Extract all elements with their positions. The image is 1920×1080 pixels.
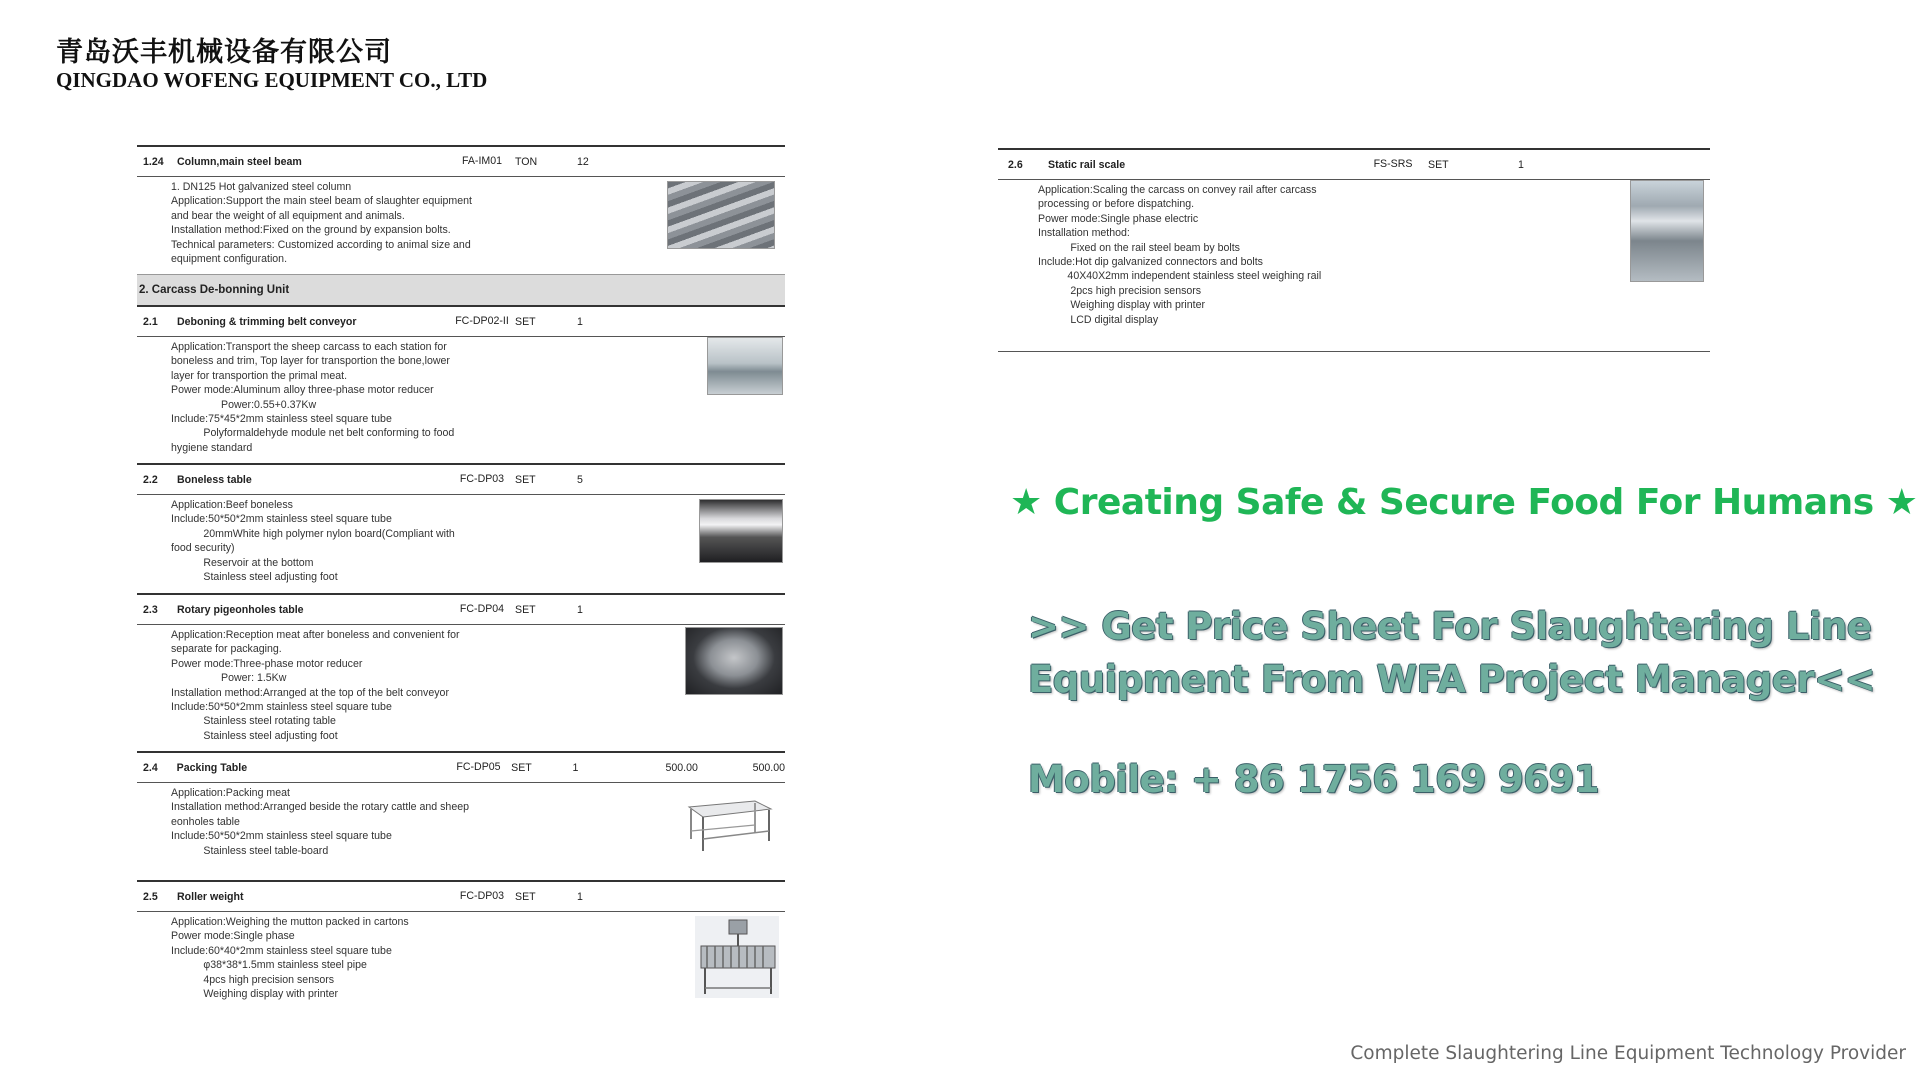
description-line: 40X40X2mm independent stainless steel weighing rail <box>1038 270 1322 283</box>
description-line: Polyformaldehyde module net belt conforming to food <box>171 427 455 440</box>
description-line: Application:Beef boneless <box>171 499 293 511</box>
description-line: and bear the weight of all equipment and animals. <box>171 209 405 222</box>
item-unit: TON <box>515 155 538 168</box>
item-name: Column,main steel beam <box>177 155 302 168</box>
description-line: Stainless steel rotating table <box>171 715 336 728</box>
item-name: Deboning & trimming belt conveyor <box>177 315 357 328</box>
spec-item-description <box>137 495 785 593</box>
description-line: separate for packaging. <box>171 643 282 656</box>
packing-table-photo <box>685 797 773 853</box>
spec-item-header <box>137 751 785 783</box>
item-unit: SET <box>1428 158 1449 171</box>
item-code: FS-SRS <box>1373 158 1413 170</box>
item-code: FA-IM01 <box>461 155 503 167</box>
rail-scale-photo <box>1630 180 1704 282</box>
item-unit: SET <box>515 315 536 328</box>
description-line: Application:Weighing the mutton packed in cartons <box>171 916 409 928</box>
item-unit: SET <box>515 890 536 903</box>
item-number: 2.4 <box>143 761 158 774</box>
item-number: 2.3 <box>143 603 158 616</box>
item-qty: 12 <box>577 155 589 168</box>
item-unit: SET <box>515 603 536 616</box>
description-line: Power: 1.5Kw <box>171 672 287 685</box>
description-line: layer for transportion the primal meat. <box>171 369 348 382</box>
item-unit: SET <box>511 761 532 774</box>
item-number: 2.5 <box>143 890 158 903</box>
description-line: boneless and trim, Top layer for transportion the bone,lower <box>171 355 450 368</box>
description-line: Weighing display with printer <box>1038 299 1206 312</box>
spec-item-header <box>137 463 785 495</box>
description-line: Include:60*40*2mm stainless steel square tube <box>171 944 392 957</box>
rotary-table-photo <box>685 627 783 695</box>
description-line: Installation method:Arranged at the top of the belt conveyor <box>171 686 449 699</box>
description-line: φ38*38*1.5mm stainless steel pipe <box>171 959 367 972</box>
item-name: Static rail scale <box>1048 158 1126 171</box>
item-code: FC-DP03 <box>459 473 505 485</box>
item-code: FC-DP02-II <box>455 315 509 327</box>
item-code: FC-DP05 <box>456 761 501 773</box>
spec-item-header <box>137 880 785 912</box>
description-line: Stainless steel table-board <box>171 844 329 857</box>
description-line: Stainless steel adjusting foot <box>171 729 338 742</box>
item-name: Boneless table <box>177 473 252 486</box>
roller-scale-photo <box>695 916 779 998</box>
spec-item-header <box>137 305 785 337</box>
item-code: FC-DP04 <box>459 603 505 615</box>
description-line: 4pcs high precision sensors <box>171 973 335 986</box>
spec-item-2-5 <box>137 880 785 1010</box>
description-line: Installation method: <box>1038 227 1130 240</box>
section-title: 2. Carcass De-bonning Unit <box>137 274 785 305</box>
description-line: Include:50*50*2mm stainless steel square tube <box>171 830 392 843</box>
description-line: Power:0.55+0.37Kw <box>171 398 317 411</box>
footer-tagline: Complete Slaughtering Line Equipment Technology Provider <box>1350 1043 1906 1064</box>
item-name: Packing Table <box>176 761 248 774</box>
description-line: Include:50*50*2mm stainless steel square tube <box>171 513 392 526</box>
item-number: 2.6 <box>1008 158 1023 171</box>
boneless-table-photo <box>699 499 783 563</box>
item-number: 2.1 <box>143 315 158 328</box>
item-unit-price: 500.00 <box>665 761 698 774</box>
description-line: Stainless steel adjusting foot <box>171 571 338 584</box>
spec-item-2-2 <box>137 463 785 593</box>
description-line: processing or before dispatching. <box>1038 198 1195 211</box>
description-line: Installation method:Arranged beside the rotary cattle and sheep <box>171 801 469 814</box>
spec-item-header <box>137 593 785 625</box>
spec-item-description <box>137 625 785 751</box>
conveyor-photo <box>707 337 783 395</box>
description-line: Technical parameters: Customized according to animal size and <box>171 238 471 251</box>
company-name-cn: 青岛沃丰机械设备有限公司 <box>56 37 392 68</box>
spec-item-description <box>137 912 785 1010</box>
steel-beam-photo <box>667 181 775 249</box>
description-line: Power mode:Single phase <box>171 930 295 943</box>
description-line: 20mmWhite high polymer nylon board(Compliant with <box>171 527 455 540</box>
description-line: 2pcs high precision sensors <box>1038 284 1202 297</box>
item-qty: 1 <box>577 890 583 903</box>
description-line: Include:50*50*2mm stainless steel square tube <box>171 701 392 714</box>
description-line: food security) <box>171 542 235 555</box>
description-line: Include:75*45*2mm stainless steel square tube <box>171 413 392 426</box>
item-qty: 5 <box>577 473 583 486</box>
description-line: Installation method:Fixed on the ground by expansion bolts. <box>171 224 451 237</box>
spec-item-description <box>137 783 785 880</box>
equipment-spec-table <box>137 145 785 1010</box>
item-qty: 1 <box>577 315 583 328</box>
spec-item-2-4 <box>137 751 785 880</box>
description-line: LCD digital display <box>1038 313 1159 326</box>
description-line: Application:Scaling the carcass on convey rail after carcass <box>1038 184 1317 196</box>
item-unit: SET <box>515 473 536 486</box>
description-line: eonholes table <box>171 815 240 828</box>
description-line: Power mode:Single phase electric <box>1038 212 1199 225</box>
cta-line-2[interactable]: Equipment From WFA Project Manager<< <box>1028 658 1876 701</box>
spec-item-2-6 <box>998 148 1710 351</box>
spec-item-header <box>998 148 1710 180</box>
description-line: Weighing display with printer <box>171 988 339 1001</box>
cta-line-1[interactable]: >> Get Price Sheet For Slaughtering Line <box>1028 605 1872 648</box>
spec-item-description <box>137 177 785 274</box>
spec-item-description <box>998 180 1710 351</box>
description-line: Application:Reception meat after boneless and convenient for <box>171 629 460 641</box>
description-line: hygiene standard <box>171 441 253 454</box>
item-total-price: 500.00 <box>752 761 785 774</box>
description-line: Application:Support the main steel beam of slaughter equipment <box>171 195 472 208</box>
item-qty: 1 <box>1518 158 1524 171</box>
description-line: Power mode:Aluminum alloy three-phase motor reducer <box>171 384 434 397</box>
mobile-number[interactable]: Mobile: + 86 1756 169 9691 <box>1028 758 1600 801</box>
item-number: 2.2 <box>143 473 158 486</box>
item-code: FC-DP03 <box>459 890 505 902</box>
spec-item-2-3 <box>137 593 785 751</box>
description-line: 1. DN125 Hot galvanized steel column <box>171 181 352 193</box>
spec-item-1-24 <box>137 145 785 274</box>
description-line: Reservoir at the bottom <box>171 556 314 569</box>
description-line: Application:Transport the sheep carcass to each station for <box>171 341 447 353</box>
spec-item-2-1 <box>137 305 785 463</box>
item-number: 1.24 <box>143 155 164 168</box>
description-line: Application:Packing meat <box>171 787 290 799</box>
item-qty: 1 <box>577 603 583 616</box>
item-name: Roller weight <box>177 890 244 903</box>
price-sheet-cta[interactable] <box>1028 600 1875 706</box>
item-qty: 1 <box>572 761 579 774</box>
description-line: equipment configuration. <box>171 253 288 266</box>
static-rail-scale-table <box>998 148 1710 352</box>
spec-item-description <box>137 337 785 463</box>
item-name: Rotary pigeonholes table <box>177 603 304 616</box>
description-line: Include:Hot dip galvanized connectors and bolts <box>1038 256 1263 269</box>
description-line: Fixed on the rail steel beam by bolts <box>1038 241 1240 254</box>
description-line: Power mode:Three-phase motor reducer <box>171 657 363 670</box>
spec-item-header <box>137 145 785 177</box>
slogan: ★ Creating Safe & Secure Food For Humans ★ <box>1010 482 1918 523</box>
company-name-en: QINGDAO WOFENG EQUIPMENT CO., LTD <box>56 68 488 92</box>
